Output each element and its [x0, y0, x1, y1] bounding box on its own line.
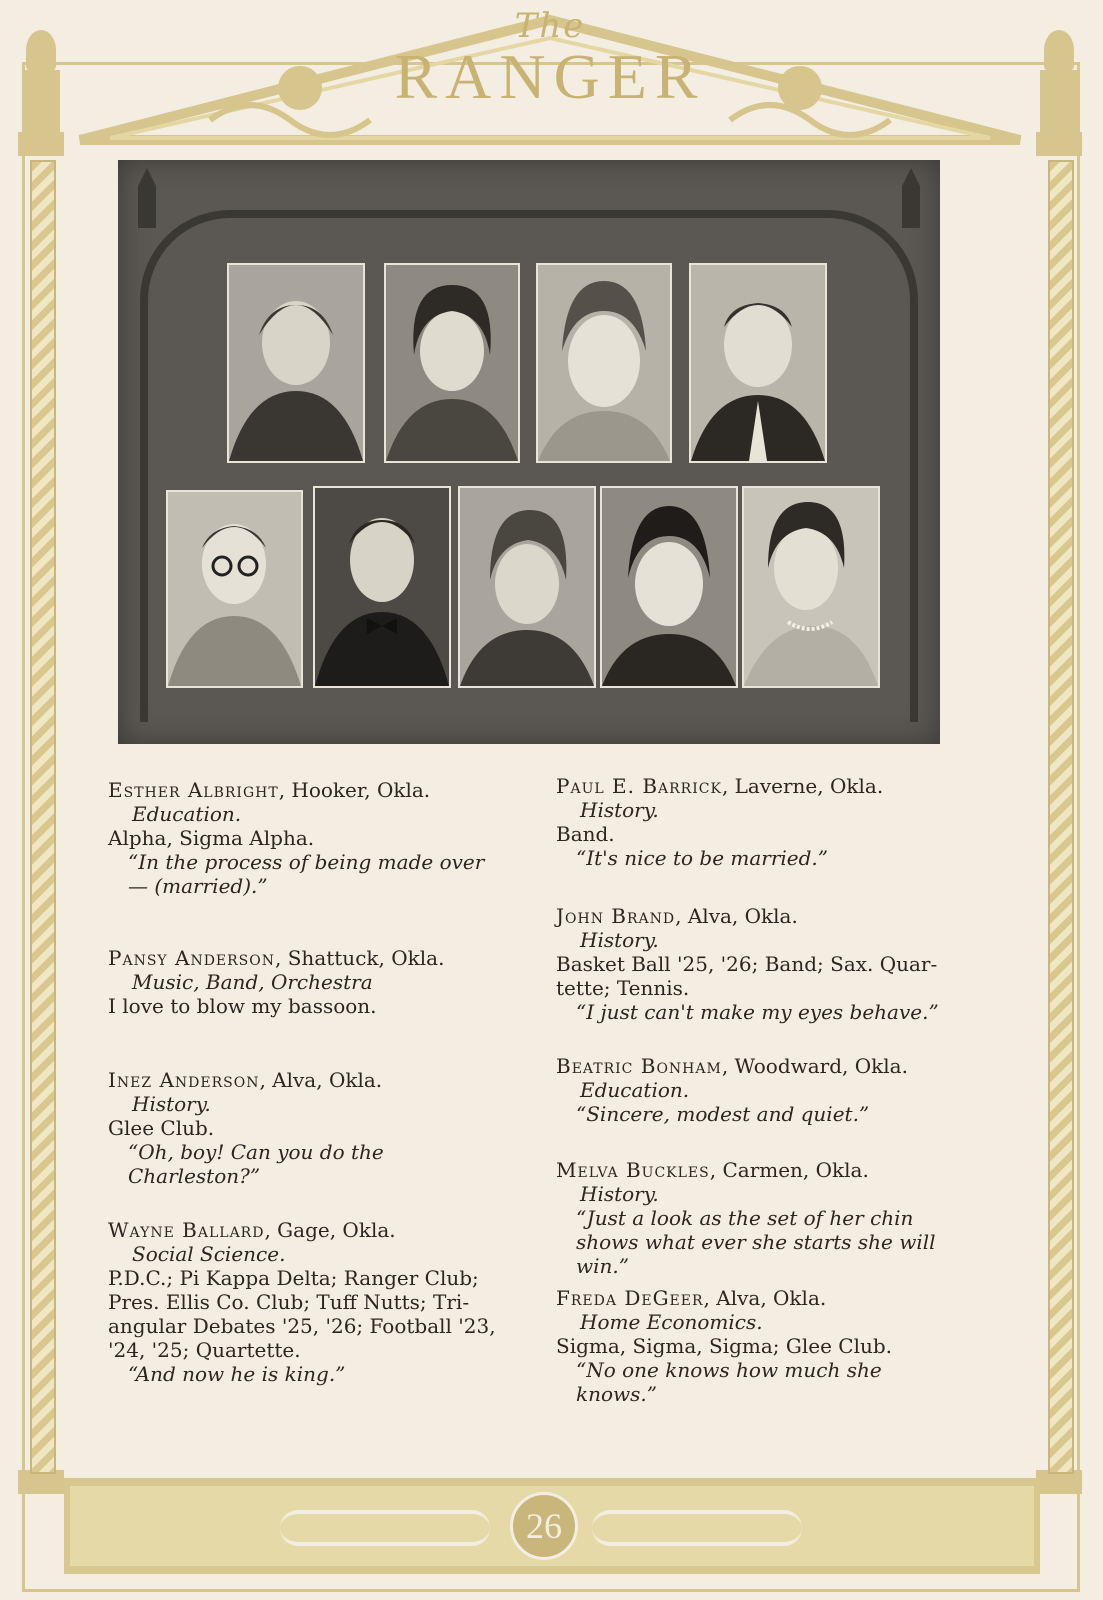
right-spire-ornament — [902, 168, 920, 228]
entry-name: Freda DeGeer — [556, 1286, 704, 1310]
portrait-5 — [166, 490, 303, 688]
entry-melva-buckles — [556, 1158, 956, 1278]
entry-john-brand — [556, 904, 956, 1024]
entry-major: History. — [580, 928, 659, 952]
entry-pansy-anderson — [108, 946, 498, 1018]
entry-quote: “In the process of being made over— (married).” — [128, 850, 485, 898]
entry-activities: Sigma, Sigma, Sigma; Glee Club. — [556, 1334, 893, 1358]
entry-wayne-ballard — [108, 1218, 508, 1386]
entry-hometown: , Hooker, Okla. — [278, 778, 431, 802]
entry-beatric-bonham — [556, 1054, 956, 1126]
entry-name: John Brand — [556, 904, 676, 928]
portrait-1 — [227, 263, 365, 463]
entry-hometown: , Woodward, Okla. — [721, 1054, 908, 1078]
left-spire-ornament — [138, 168, 156, 228]
portrait-8 — [600, 486, 738, 688]
entry-quote: “No one knows how much she knows.” — [576, 1358, 882, 1406]
entry-hometown: , Alva, Okla. — [259, 1068, 383, 1092]
header-the: The — [514, 6, 586, 46]
entry-quote: “Sincere, modest and quiet.” — [576, 1102, 870, 1126]
page-number: 26 — [510, 1492, 578, 1560]
entry-hometown: , Laverne, Okla. — [721, 774, 884, 798]
entry-quote: “I just can't make my eyes behave.” — [576, 1000, 939, 1024]
entry-name: Beatric Bonham — [556, 1054, 722, 1078]
entry-activities: Glee Club. — [108, 1116, 215, 1140]
entry-name: Melva Buckles — [556, 1158, 710, 1182]
entry-hometown: , Gage, Okla. — [264, 1218, 396, 1242]
right-finial-ornament — [1044, 30, 1074, 70]
entry-quote: “Just a look as the set of her chin shows what ever she starts she will win.” — [576, 1206, 936, 1278]
entry-activities: Basket Ball '25, '26; Band; Sax. Quar-tette; Tennis. — [556, 952, 938, 1000]
entry-major: History. — [580, 1182, 659, 1206]
portrait-panel — [118, 160, 940, 744]
portrait-6 — [313, 486, 451, 688]
entry-hometown: , Alva, Okla. — [703, 1286, 827, 1310]
entry-name: Paul E. Barrick — [556, 774, 722, 798]
entry-quote: “It's nice to be married.” — [576, 846, 829, 870]
entry-inez-anderson — [108, 1068, 498, 1188]
entry-name: Inez Anderson — [108, 1068, 260, 1092]
portrait-2 — [384, 263, 520, 463]
entry-hometown: , Alva, Okla. — [675, 904, 798, 928]
entry-freda-degeer — [556, 1286, 956, 1406]
entry-paul-barrick — [556, 774, 956, 870]
entry-major: History. — [132, 1092, 211, 1116]
entry-name: Pansy Anderson — [108, 946, 276, 970]
left-finial-ornament — [26, 30, 56, 70]
left-scroll-ornament — [280, 1510, 490, 1546]
portrait-7 — [458, 486, 596, 688]
right-twisted-column — [1048, 160, 1074, 1474]
entry-major: Education. — [580, 1078, 690, 1102]
left-column-capital — [18, 132, 64, 156]
entry-major: Music, Band, Orchestra — [132, 970, 373, 994]
header — [70, 0, 1030, 150]
left-twisted-column — [30, 160, 56, 1474]
entry-hometown: , Carmen, Okla. — [709, 1158, 869, 1182]
entry-major: Education. — [132, 802, 242, 826]
entry-quote: “Oh, boy! Can you do the Charleston?” — [128, 1140, 384, 1188]
entry-major: History. — [580, 798, 659, 822]
entry-activities: P.D.C.; Pi Kappa Delta; Ranger Club; Pres. Ellis Co. Club; Tuff Nutts; Tri-angular Debates '25, '26; Football '23, '24, '25; Quartette. — [108, 1266, 496, 1362]
portrait-9 — [742, 486, 880, 688]
entry-quote: “And now he is king.” — [128, 1362, 346, 1386]
entry-hometown: , Shattuck, Okla. — [275, 946, 445, 970]
entry-activities: I love to blow my bassoon. — [108, 994, 377, 1018]
portrait-4 — [689, 263, 827, 463]
right-column-capital — [1036, 132, 1082, 156]
entry-name: Wayne Ballard — [108, 1218, 265, 1242]
header-title: RANGER — [394, 41, 706, 112]
right-scroll-ornament — [592, 1510, 802, 1546]
portrait-3 — [536, 263, 672, 463]
entry-activities: Band. — [556, 822, 615, 846]
entry-activities: Alpha, Sigma Alpha. — [108, 826, 315, 850]
entry-major: Social Science. — [132, 1242, 286, 1266]
right-pillar-top — [1040, 70, 1078, 132]
left-pillar-top — [22, 70, 60, 132]
entry-major: Home Economics. — [580, 1310, 763, 1334]
entry-name: Esther Albright — [108, 778, 279, 802]
entry-esther-albright — [108, 778, 498, 898]
